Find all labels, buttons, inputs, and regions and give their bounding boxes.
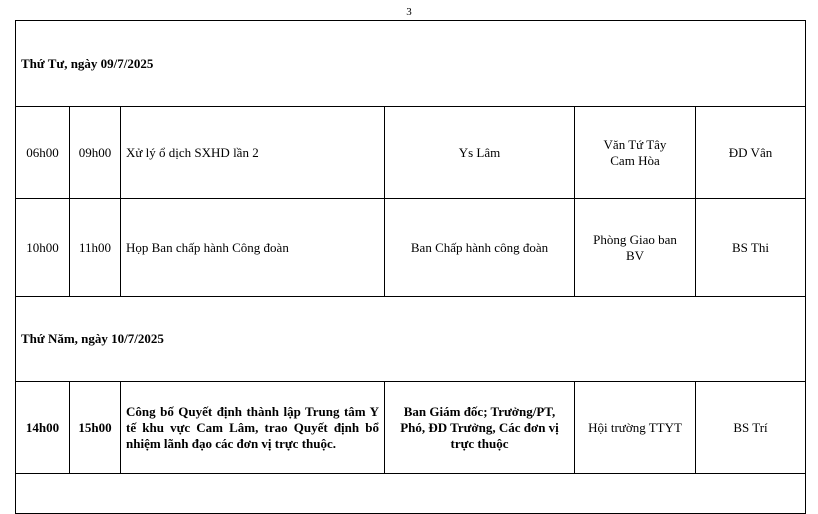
- start-time: 10h00: [16, 199, 70, 297]
- event-owner: BS Trí: [696, 382, 806, 474]
- start-time: 14h00: [16, 382, 70, 474]
- event-participants: Ban Giám đốc; Trưởng/PT, Phó, ĐD Trưởng, Các đơn vị trực thuộc: [385, 382, 575, 474]
- event-content: Xử lý ổ dịch SXHD lần 2: [121, 107, 385, 199]
- table-row: [16, 199, 806, 297]
- day-header-row: [16, 297, 806, 382]
- event-owner: BS Thi: [696, 199, 806, 297]
- table-row-partial: [16, 474, 806, 514]
- schedule-table: [15, 20, 806, 514]
- event-participants: Ban Chấp hành công đoàn: [385, 199, 575, 297]
- event-content: Họp Ban chấp hành Công đoàn: [121, 199, 385, 297]
- event-content: Công bố Quyết định thành lập Trung tâm Y tế khu vực Cam Lâm, trao Quyết định bổ nhiệm lãnh đạo các đơn vị trực thuộc.: [121, 382, 385, 474]
- event-participants: Ys Lâm: [385, 107, 575, 199]
- event-location: Văn Tứ Tây Cam Hòa: [575, 107, 696, 199]
- day-label: Thứ Tư, ngày 09/7/2025: [16, 21, 806, 107]
- empty-cell: [16, 474, 806, 514]
- start-time: 06h00: [16, 107, 70, 199]
- end-time: 15h00: [70, 382, 121, 474]
- day-header-row: [16, 21, 806, 107]
- end-time: 11h00: [70, 199, 121, 297]
- page-number: 3: [406, 6, 412, 18]
- end-time: 09h00: [70, 107, 121, 199]
- event-location: Phòng Giao ban BV: [575, 199, 696, 297]
- table-row: [16, 382, 806, 474]
- event-owner: ĐD Vân: [696, 107, 806, 199]
- event-location: Hội trường TTYT: [575, 382, 696, 474]
- day-label: Thứ Năm, ngày 10/7/2025: [16, 297, 806, 382]
- table-row: [16, 107, 806, 199]
